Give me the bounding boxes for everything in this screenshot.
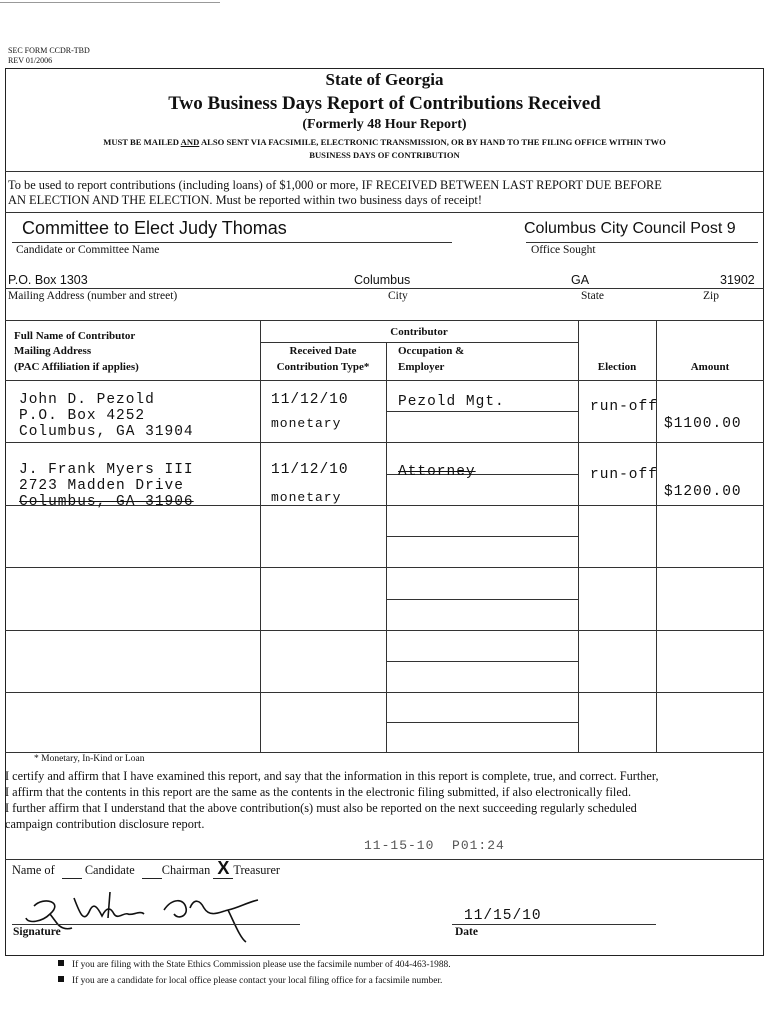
occupation-subline-5: [386, 661, 578, 662]
name-of-row: [12, 858, 281, 879]
signature-scribble: [14, 884, 284, 948]
table-row4-bottom: [5, 630, 764, 631]
row2-received-date: 11/12/10: [271, 462, 349, 478]
col-divider-election: [578, 320, 579, 752]
header-contribution-type: Contribution Type*: [276, 361, 370, 373]
filing-notice-part2: ALSO SENT VIA FACSIMILE, ELECTRONIC TRANSMISSION, OR BY HAND TO THE FILING OFFICE WITHIN TWO: [199, 137, 666, 147]
mailing-zip-label: Zip: [703, 290, 719, 302]
row1-contribution-type: monetary: [271, 416, 342, 431]
col-divider-date: [260, 320, 261, 752]
table-row1-bottom: [5, 442, 764, 443]
certify-line4: campaign contribution disclosure report.: [5, 817, 205, 831]
row2-amount: $1200.00: [664, 484, 742, 500]
office-sought-label: Office Sought: [531, 244, 596, 256]
signed-date: 11/15/10: [464, 908, 542, 924]
top-scan-line: [0, 2, 220, 3]
mailing-city: Columbus: [354, 273, 411, 287]
row2-occupation: Attorney: [398, 464, 476, 480]
row1-election: run-off: [590, 399, 658, 415]
table-row5-bottom: [5, 692, 764, 693]
mailing-zip: 31902: [720, 273, 755, 287]
certify-line2: I affirm that the contents in this report are the same as the contents in the electronic filing submitted, if also electronically filed.: [5, 785, 632, 799]
bullet-icon: [58, 976, 64, 982]
office-sought: Columbus City Council Post 9: [524, 220, 736, 237]
date-label: Date: [455, 926, 478, 938]
occupation-subline-6: [386, 722, 578, 723]
form-subtitle: (Formerly 48 Hour Report): [302, 117, 467, 132]
table-header-bottom: [5, 380, 764, 381]
table-row3-bottom: [5, 567, 764, 568]
table-bottom-border: [5, 752, 764, 753]
row1-contributor-city: Columbus, GA 31904: [19, 424, 194, 440]
row1-amount: $1100.00: [664, 416, 742, 432]
row1-contributor-name: John D. Pezold: [19, 392, 155, 408]
chairman-option: Chairman: [161, 863, 211, 877]
certify-line3: I further affirm that I understand that the above contribution(s) must also be reported on the next succeeding regularly scheduled: [5, 801, 637, 815]
header-received-date: Received Date: [289, 345, 357, 357]
address-underline: [5, 288, 764, 289]
mailing-street: P.O. Box 1303: [8, 273, 88, 287]
col-divider-amount: [656, 320, 657, 752]
table-contributor-subline: [260, 342, 578, 343]
row2-contributor-address: 2723 Madden Drive: [19, 478, 184, 494]
occupation-subline-4: [386, 599, 578, 600]
mailing-city-label: City: [388, 290, 408, 302]
row2-contributor-name: J. Frank Myers III: [19, 462, 194, 478]
header-occupation: Occupation &: [398, 345, 465, 357]
candidate-name-label: Candidate or Committee Name: [16, 244, 160, 256]
occupation-subline-3: [386, 536, 578, 537]
mailing-state-label: State: [581, 290, 604, 302]
office-underline: [526, 242, 758, 243]
fax-note-2: [58, 976, 442, 986]
header-divider: [5, 171, 764, 172]
treasurer-mark: X: [217, 858, 230, 878]
header-election: Election: [597, 361, 637, 373]
col-divider-occupation: [386, 342, 387, 752]
header-employer: Employer: [398, 361, 445, 373]
mailing-street-label: Mailing Address (number and street): [8, 290, 178, 302]
contribution-type-footnote: * Monetary, In-Kind or Loan: [34, 754, 145, 764]
instructions-divider: [5, 212, 764, 213]
header-contributor: Contributor: [390, 326, 448, 338]
header-full-name-3: (PAC Affiliation if applies): [14, 361, 139, 373]
treasurer-option: Treasurer: [233, 863, 281, 877]
filing-notice-part1: MUST BE MAILED: [103, 137, 181, 147]
header-full-name-2: Mailing Address: [14, 345, 92, 357]
state-title: State of Georgia: [325, 70, 444, 89]
header-full-name-1: Full Name of Contributor: [14, 330, 136, 342]
form-rev: REV 01/2006: [8, 56, 53, 65]
header-amount: Amount: [690, 361, 730, 373]
candidate-name: Committee to Elect Judy Thomas: [22, 218, 287, 238]
fax-timestamp: 11-15-10 P01:24: [364, 838, 505, 853]
form-id: SEC FORM CCDR-TBD: [8, 46, 90, 55]
filing-notice-and: AND: [180, 137, 200, 147]
row2-contributor-city: Columbus, GA 31906: [19, 494, 194, 510]
filing-notice-line2: BUSINESS DAYS OF CONTRIBUTION: [309, 150, 460, 160]
fax-note-1: [58, 960, 451, 970]
chairman-checkbox[interactable]: [142, 863, 162, 879]
treasurer-checkbox[interactable]: [213, 858, 233, 879]
row1-received-date: 11/12/10: [271, 392, 349, 408]
mailing-state: GA: [571, 273, 590, 287]
certify-line1: I certify and affirm that I have examined this report, and say that the information in this report is complete, true, and correct. Further,: [5, 769, 659, 783]
row1-occupation: Pezold Mgt.: [398, 394, 505, 410]
name-of-label: Name of: [12, 863, 55, 877]
candidate-name-underline: [12, 242, 452, 243]
table-top-border: [5, 320, 764, 321]
instructions-line2: AN ELECTION AND THE ELECTION. Must be reported within two business days of receipt!: [8, 193, 482, 207]
form-title: Two Business Days Report of Contributions Received: [168, 93, 601, 114]
candidate-checkbox[interactable]: [62, 863, 82, 879]
occupation-subline-1: [386, 411, 578, 412]
row2-contribution-type: monetary: [271, 490, 342, 505]
row1-contributor-address: P.O. Box 4252: [19, 408, 146, 424]
signature-line: [12, 924, 300, 925]
date-line: [452, 924, 656, 925]
filing-notice: [5, 137, 764, 147]
fax-note-2-text: If you are a candidate for local office please contact your local filing office for a facsimile number.: [72, 976, 443, 986]
bullet-icon: [58, 960, 64, 966]
candidate-option: Candidate: [84, 863, 135, 877]
signature-label: Signature: [13, 926, 61, 938]
name-of-divider: [5, 859, 764, 860]
fax-note-1-text: If you are filing with the State Ethics Commission please use the facsimile number of 404-463-1988.: [72, 960, 451, 970]
instructions-line1: To be used to report contributions (including loans) of $1,000 or more, IF RECEIVED BETWEEN LAST REPORT DUE BEFORE: [8, 178, 662, 192]
row2-election: run-off: [590, 467, 658, 483]
